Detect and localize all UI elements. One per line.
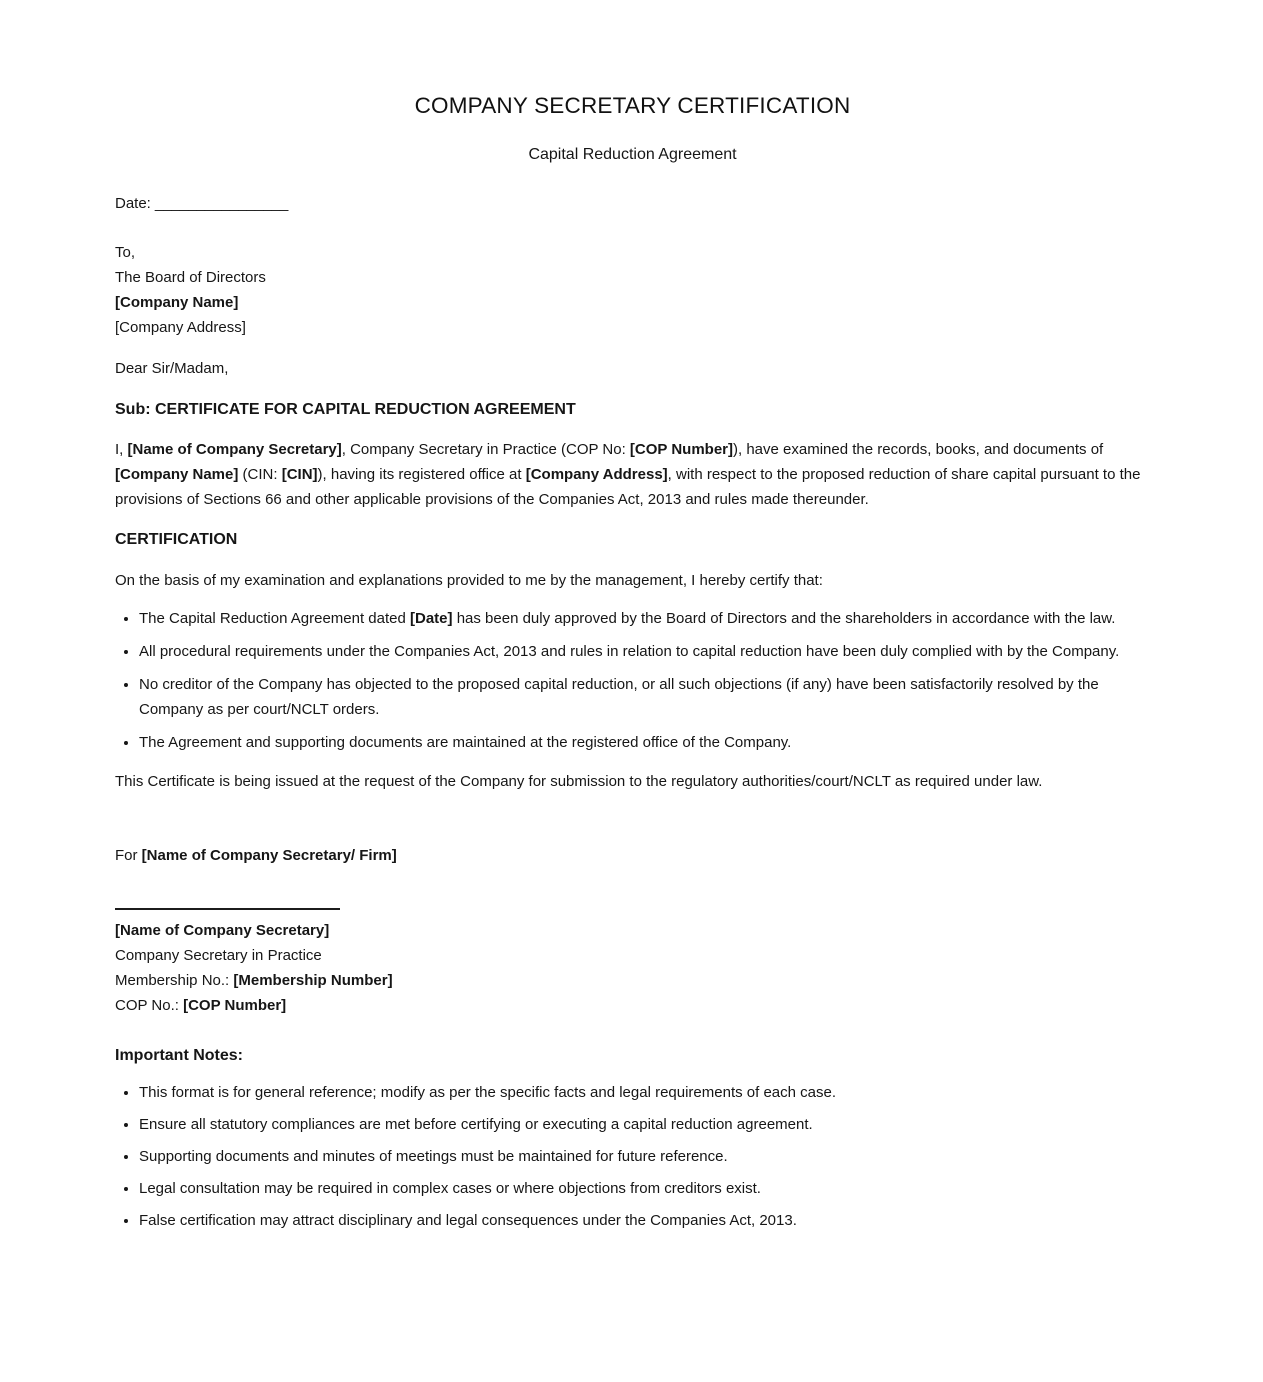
recipient-block (115, 240, 1150, 340)
date-label: Date: (115, 195, 151, 212)
signature-for-line: For [Name of Company Secretary/ Firm] (115, 847, 397, 864)
notes-list (115, 1080, 1150, 1233)
certification-item: • The Capital Reduction Agreement dated [Date] has been duly approved by the Board of Directors and the shareholders in accordance with the law. (139, 606, 1150, 631)
closing-paragraph: This Certificate is being issued at the request of the Company for submission to the regulatory authorities/court/NCLT as required under law. (115, 773, 1043, 790)
date-blank: ________________ (154, 195, 289, 212)
subject-heading: Sub: CERTIFICATE FOR CAPITAL REDUCTION AGREEMENT (115, 401, 576, 418)
document-subtitle: Capital Reduction Agreement (528, 146, 737, 163)
certification-item: • No creditor of the Company has objected to the proposed capital reduction, or all such objections (if any) have been satisfactorily resolved by the Company as per court/NCLT orders. (139, 672, 1150, 722)
recipient-board: The Board of Directors (115, 269, 266, 286)
intro-paragraph: I, [Name of Company Secretary], Company Secretary in Practice (COP No: [COP Number]), have examined the records, books, and documents of [Company Name] (CIN: [CIN]), having its registered office at [Company Address], with respect to the proposed reduction of share capital pursuant to the provisions of Sections 66 and other applicable provisions of the Companies Act, 2013 and rules made thereunder. (115, 441, 1141, 508)
note-item: • Ensure all statutory compliances are met before certifying or executing a capital reduction agreement. (139, 1112, 1150, 1137)
membership-number-line: Membership No.: [Membership Number] (115, 972, 393, 989)
note-item: • Supporting documents and minutes of meetings must be maintained for future reference. (139, 1144, 1150, 1169)
signatory-designation: Company Secretary in Practice (115, 947, 322, 964)
document-title: COMPANY SECRETARY CERTIFICATION (414, 93, 851, 118)
certification-item: • The Agreement and supporting documents are maintained at the registered office of the Company. (139, 730, 1150, 755)
signature-block (115, 918, 1150, 1018)
certification-item: • All procedural requirements under the Companies Act, 2013 and rules in relation to capital reduction have been duly complied with by the Company. (139, 639, 1150, 664)
recipient-company-name: [Company Name] (115, 294, 239, 311)
cop-number-line: COP No.: [COP Number] (115, 997, 287, 1014)
certification-list (115, 606, 1150, 755)
date-line (115, 191, 1150, 216)
certification-heading: CERTIFICATION (115, 531, 238, 548)
signatory-name: [Name of Company Secretary] (115, 922, 330, 939)
recipient-to: To, (115, 244, 136, 261)
note-item: • False certification may attract disciplinary and legal consequences under the Companies Act, 2013. (139, 1208, 1150, 1233)
certification-lead: On the basis of my examination and explanations provided to me by the management, I hereby certify that: (115, 572, 823, 589)
note-item: • Legal consultation may be required in complex cases or where objections from creditors exist. (139, 1176, 1150, 1201)
note-item: • This format is for general reference; modify as per the specific facts and legal requirements of each case. (139, 1080, 1150, 1105)
notes-heading: Important Notes: (115, 1047, 243, 1064)
recipient-company-address: [Company Address] (115, 319, 246, 336)
signature-line (115, 908, 340, 910)
salutation: Dear Sir/Madam, (115, 360, 229, 377)
